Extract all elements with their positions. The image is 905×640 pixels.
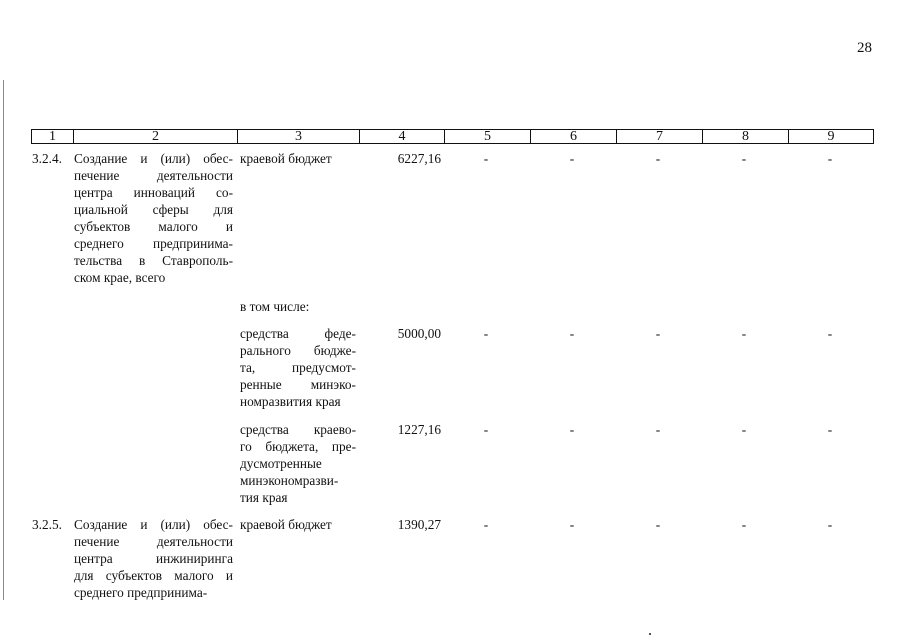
source-line: ренные минэко- [240, 377, 356, 392]
column-header-2: 2 [74, 130, 238, 144]
description-line: печение деятельности [74, 534, 233, 549]
funding-source [240, 516, 356, 533]
description-line: центра инжиниринга [74, 551, 233, 566]
empty-cell-dash: - [827, 326, 833, 341]
column-header-9: 9 [789, 130, 874, 144]
empty-cell-dash: - [741, 151, 747, 166]
empty-cell-dash: - [483, 326, 489, 341]
empty-cell-dash: - [741, 422, 747, 437]
empty-cell-dash: - [569, 151, 575, 166]
description-line: среднего предпринима- [74, 585, 208, 600]
row-description [74, 516, 233, 601]
source-line: номразвития края [240, 394, 341, 409]
description-line: Создание и (или) обес- [74, 517, 233, 532]
funding-source-subheading [240, 298, 356, 315]
column-header-4: 4 [360, 130, 445, 144]
empty-cell-dash: - [655, 422, 661, 437]
empty-cell-dash: - [483, 151, 489, 166]
empty-cell-dash: - [827, 517, 833, 532]
column-header-8: 8 [703, 130, 789, 144]
empty-cell-dash: - [655, 151, 661, 166]
description-line: центра инноваций со- [74, 185, 233, 200]
row-description [74, 150, 233, 286]
funding-source [240, 150, 356, 167]
empty-cell-dash: - [483, 422, 489, 437]
description-line: ском крае, всего [74, 270, 166, 285]
page-number: 28 [857, 40, 872, 56]
empty-cell-dash: - [569, 326, 575, 341]
empty-cell-dash: - [741, 517, 747, 532]
funding-source [240, 421, 356, 506]
description-line: субъектов малого и [74, 219, 233, 234]
empty-cell-dash: - [655, 517, 661, 532]
source-line: средства феде- [240, 326, 356, 341]
column-header-3: 3 [238, 130, 360, 144]
amount-value: 1227,16 [397, 422, 441, 437]
amount-value: 6227,16 [397, 151, 441, 166]
column-header-6: 6 [531, 130, 617, 144]
description-line: тельства в Ставрополь- [74, 253, 233, 268]
column-header-1: 1 [32, 130, 74, 144]
description-line: Создание и (или) обес- [74, 151, 233, 166]
amount-value: 5000,00 [397, 326, 441, 341]
source-line: го бюджета, пре- [240, 439, 356, 454]
source-line: дусмотренные [240, 456, 322, 471]
source-line: средства краево- [240, 422, 356, 437]
funding-source [240, 325, 356, 410]
description-line: для субъектов малого и [74, 568, 233, 583]
column-header-7: 7 [617, 130, 703, 144]
empty-cell-dash: - [741, 326, 747, 341]
source-line: в том числе: [240, 299, 310, 314]
empty-cell-dash: - [827, 422, 833, 437]
description-line: циальной сферы для [74, 202, 233, 217]
empty-cell-dash: - [655, 326, 661, 341]
row-number: 3.2.5. [32, 517, 62, 532]
source-line: рального бюдже- [240, 343, 356, 358]
amount-value: 1390,27 [397, 517, 441, 532]
empty-cell-dash: - [827, 151, 833, 166]
row-number: 3.2.4. [32, 151, 62, 166]
description-line: среднего предпринима- [74, 236, 233, 251]
source-line: тия края [240, 490, 288, 505]
source-line: та, предусмот- [240, 360, 356, 375]
source-line: минэкономразви- [240, 473, 339, 488]
column-number-header [31, 129, 874, 144]
empty-cell-dash: - [483, 517, 489, 532]
source-line: краевой бюджет [240, 151, 332, 166]
description-line: печение деятельности [74, 168, 233, 183]
source-line: краевой бюджет [240, 517, 332, 532]
empty-cell-dash: - [569, 422, 575, 437]
scan-speck [649, 633, 651, 635]
empty-cell-dash: - [569, 517, 575, 532]
scan-edge-line [3, 80, 4, 600]
column-header-5: 5 [445, 130, 531, 144]
